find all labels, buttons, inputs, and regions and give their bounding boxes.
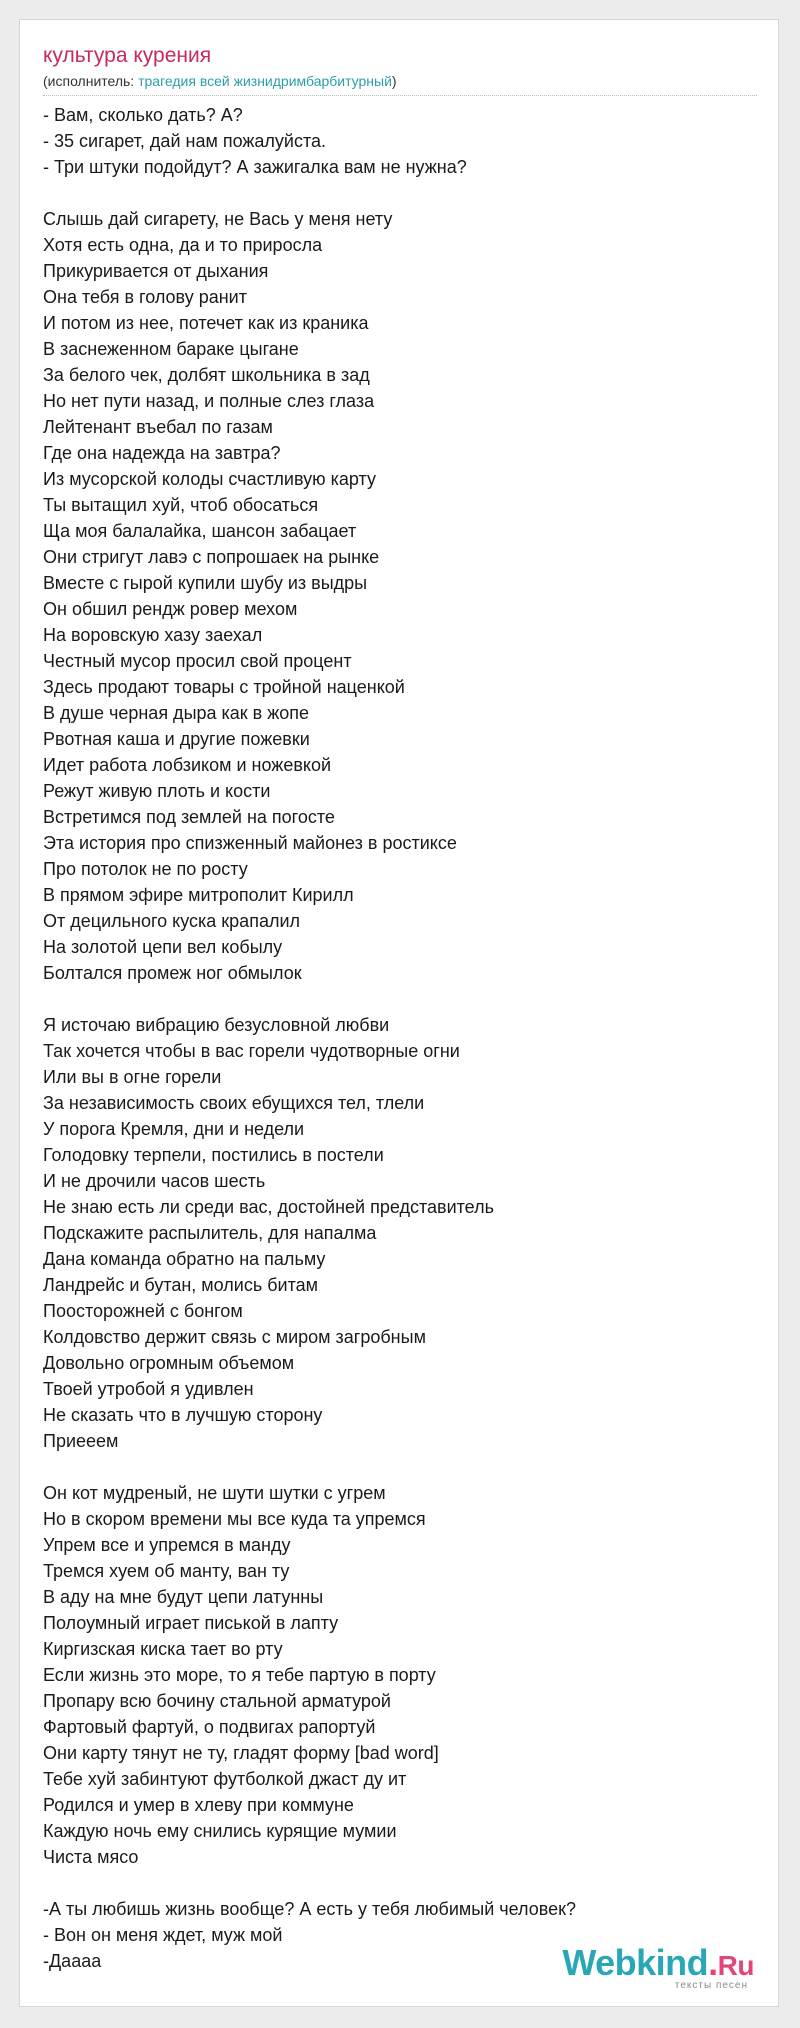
lyric-line: На воровскую хазу заехал bbox=[43, 625, 263, 645]
lyric-line: Она тебя в голову ранит bbox=[43, 287, 247, 307]
lyric-line: Твоей утробой я удивлен bbox=[43, 1379, 254, 1399]
lyric-line: - Вон он меня ждет, муж мой bbox=[43, 1925, 283, 1945]
lyric-line: Прикуривается от дыхания bbox=[43, 261, 269, 281]
lyric-line: За белого чек, долбят школьника в зад bbox=[43, 365, 370, 385]
lyric-line: Но нет пути назад, и полные слез глаза bbox=[43, 391, 375, 411]
lyric-line: Идет работа лобзиком и ножевкой bbox=[43, 755, 332, 775]
lyric-line: Довольно огромным объемом bbox=[43, 1353, 295, 1373]
lyric-line: Вместе с гырой купили шубу из выдры bbox=[43, 573, 368, 593]
lyric-line: Эта история про спизженный майонез в ростиксе bbox=[43, 833, 457, 853]
lyric-line: Так хочется чтобы в вас горели чудотворные огни bbox=[43, 1041, 460, 1061]
lyric-line: Или вы в огне горели bbox=[43, 1067, 222, 1087]
lyric-line: В душе черная дыра как в жопе bbox=[43, 703, 310, 723]
stanza-gap bbox=[43, 180, 763, 206]
lyric-line: Тебе хуй забинтуют футболкой джаст ду ит bbox=[43, 1769, 407, 1789]
lyric-line: Ты вытащил хуй, чтоб обосаться bbox=[43, 495, 319, 515]
lyric-line: Чиста мясо bbox=[43, 1847, 139, 1867]
artist-link[interactable]: трагедия всей жизнидримбарбитурный bbox=[138, 73, 392, 89]
lyric-line: Фартовый фартуй, о подвигах рапортуй bbox=[43, 1717, 376, 1737]
lyric-line: Ща моя балалайка, шансон забацает bbox=[43, 521, 357, 541]
lyric-line: Честный мусор просил свой процент bbox=[43, 651, 352, 671]
lyric-line: Каждую ночь ему снились курящие мумии bbox=[43, 1821, 397, 1841]
lyric-line: Здесь продают товары с тройной наценкой bbox=[43, 677, 405, 697]
lyric-line: Упрем все и упремся в манду bbox=[43, 1535, 291, 1555]
artist-prefix: (исполнитель: bbox=[43, 73, 139, 89]
lyric-line: И потом из нее, потечет как из краника bbox=[43, 313, 369, 333]
lyric-line: Если жизнь это море, то я тебе партую в порту bbox=[43, 1665, 436, 1685]
lyric-line: Он обшил рендж ровер мехом bbox=[43, 599, 298, 619]
lyric-line: Он кот мудреный, не шути шутки с угрем bbox=[43, 1483, 386, 1503]
lyric-line: В заснеженном бараке цыгане bbox=[43, 339, 299, 359]
lyric-line: В аду на мне будут цепи латунны bbox=[43, 1587, 324, 1607]
stanza-gap bbox=[43, 986, 763, 1012]
lyrics-card bbox=[19, 19, 779, 2007]
lyric-line: Они карту тянут не ту, гладят форму [bad word] bbox=[43, 1743, 439, 1763]
lyric-line: Колдовство держит связь с миром загробным bbox=[43, 1327, 426, 1347]
artist-line bbox=[43, 73, 397, 89]
lyric-line: Из мусорской колоды счастливую карту bbox=[43, 469, 376, 489]
lyric-line: От децильного куска крапалил bbox=[43, 911, 301, 931]
lyrics-text bbox=[43, 102, 763, 1974]
song-title: культура курения bbox=[43, 44, 212, 67]
logo-tagline: тексты песен bbox=[674, 1980, 748, 1991]
lyric-line: Рвотная каша и другие пожевки bbox=[43, 729, 310, 749]
lyric-line: Пропару всю бочину стальной арматурой bbox=[43, 1691, 391, 1711]
lyric-line: - Три штуки подойдут? А зажигалка вам не нужна? bbox=[43, 157, 467, 177]
lyric-line: Лейтенант въебал по газам bbox=[43, 417, 273, 437]
lyric-line: Не сказать что в лучшую сторону bbox=[43, 1405, 323, 1425]
lyric-line: -Даааа bbox=[43, 1951, 102, 1971]
lyric-line: За независимость своих ебущихся тел, тлели bbox=[43, 1093, 425, 1113]
title-divider bbox=[43, 95, 757, 96]
lyric-line: Они стригут лавэ с попрошаек на рынке bbox=[43, 547, 380, 567]
lyric-line: Болтался промеж ног обмылок bbox=[43, 963, 302, 983]
lyric-line: Не знаю есть ли среди вас, достойней представитель bbox=[43, 1197, 494, 1217]
logo-wordmark bbox=[562, 1942, 754, 1984]
lyric-line: Поосторожней с бонгом bbox=[43, 1301, 243, 1321]
lyric-line: Голодовку терпели, постились в постели bbox=[43, 1145, 384, 1165]
lyric-line: Хотя есть одна, да и то приросла bbox=[43, 235, 323, 255]
lyric-line: Дана команда обратно на пальму bbox=[43, 1249, 326, 1269]
lyric-line: - 35 сигарет, дай нам пожалуйста. bbox=[43, 131, 327, 151]
lyric-line: Я источаю вибрацию безусловной любви bbox=[43, 1015, 390, 1035]
logo-word: Webkind bbox=[562, 1942, 709, 1983]
lyric-line: Про потолок не по росту bbox=[43, 859, 248, 879]
artist-suffix: ) bbox=[391, 73, 397, 89]
lyric-line: - Вам, сколько дать? А? bbox=[43, 105, 243, 125]
lyric-line: Ландрейс и бутан, молись битам bbox=[43, 1275, 319, 1295]
lyric-line: Подскажите распылитель, для напалма bbox=[43, 1223, 377, 1243]
logo-tld: Ru bbox=[717, 1950, 754, 1981]
lyric-line: Полоумный играет писькой в лапту bbox=[43, 1613, 339, 1633]
lyric-line: Встретимся под землей на погосте bbox=[43, 807, 335, 827]
webkind-logo[interactable] bbox=[544, 1942, 754, 1991]
lyric-line: Приееем bbox=[43, 1431, 119, 1451]
lyric-line: Но в скором времени мы все куда та упремся bbox=[43, 1509, 426, 1529]
lyric-line: Тремся хуем об манту, ван ту bbox=[43, 1561, 290, 1581]
lyric-line: -А ты любишь жизнь вообще? А есть у тебя любимый человек? bbox=[43, 1899, 577, 1919]
lyric-line: У порога Кремля, дни и недели bbox=[43, 1119, 305, 1139]
stanza-gap bbox=[43, 1870, 763, 1896]
lyric-line: Режут живую плоть и кости bbox=[43, 781, 271, 801]
stanza-gap bbox=[43, 1454, 763, 1480]
lyric-line: Киргизская киска тает во рту bbox=[43, 1639, 283, 1659]
lyric-line: И не дрочили часов шесть bbox=[43, 1171, 266, 1191]
lyric-line: В прямом эфире митрополит Кирилл bbox=[43, 885, 354, 905]
lyric-line: Родился и умер в хлеву при коммуне bbox=[43, 1795, 354, 1815]
lyric-line: Где она надежда на завтра? bbox=[43, 443, 281, 463]
lyric-line: Слышь дай сигарету, не Вась у меня нету bbox=[43, 209, 393, 229]
logo-dot: . bbox=[708, 1942, 718, 1983]
lyric-line: На золотой цепи вел кобылу bbox=[43, 937, 283, 957]
